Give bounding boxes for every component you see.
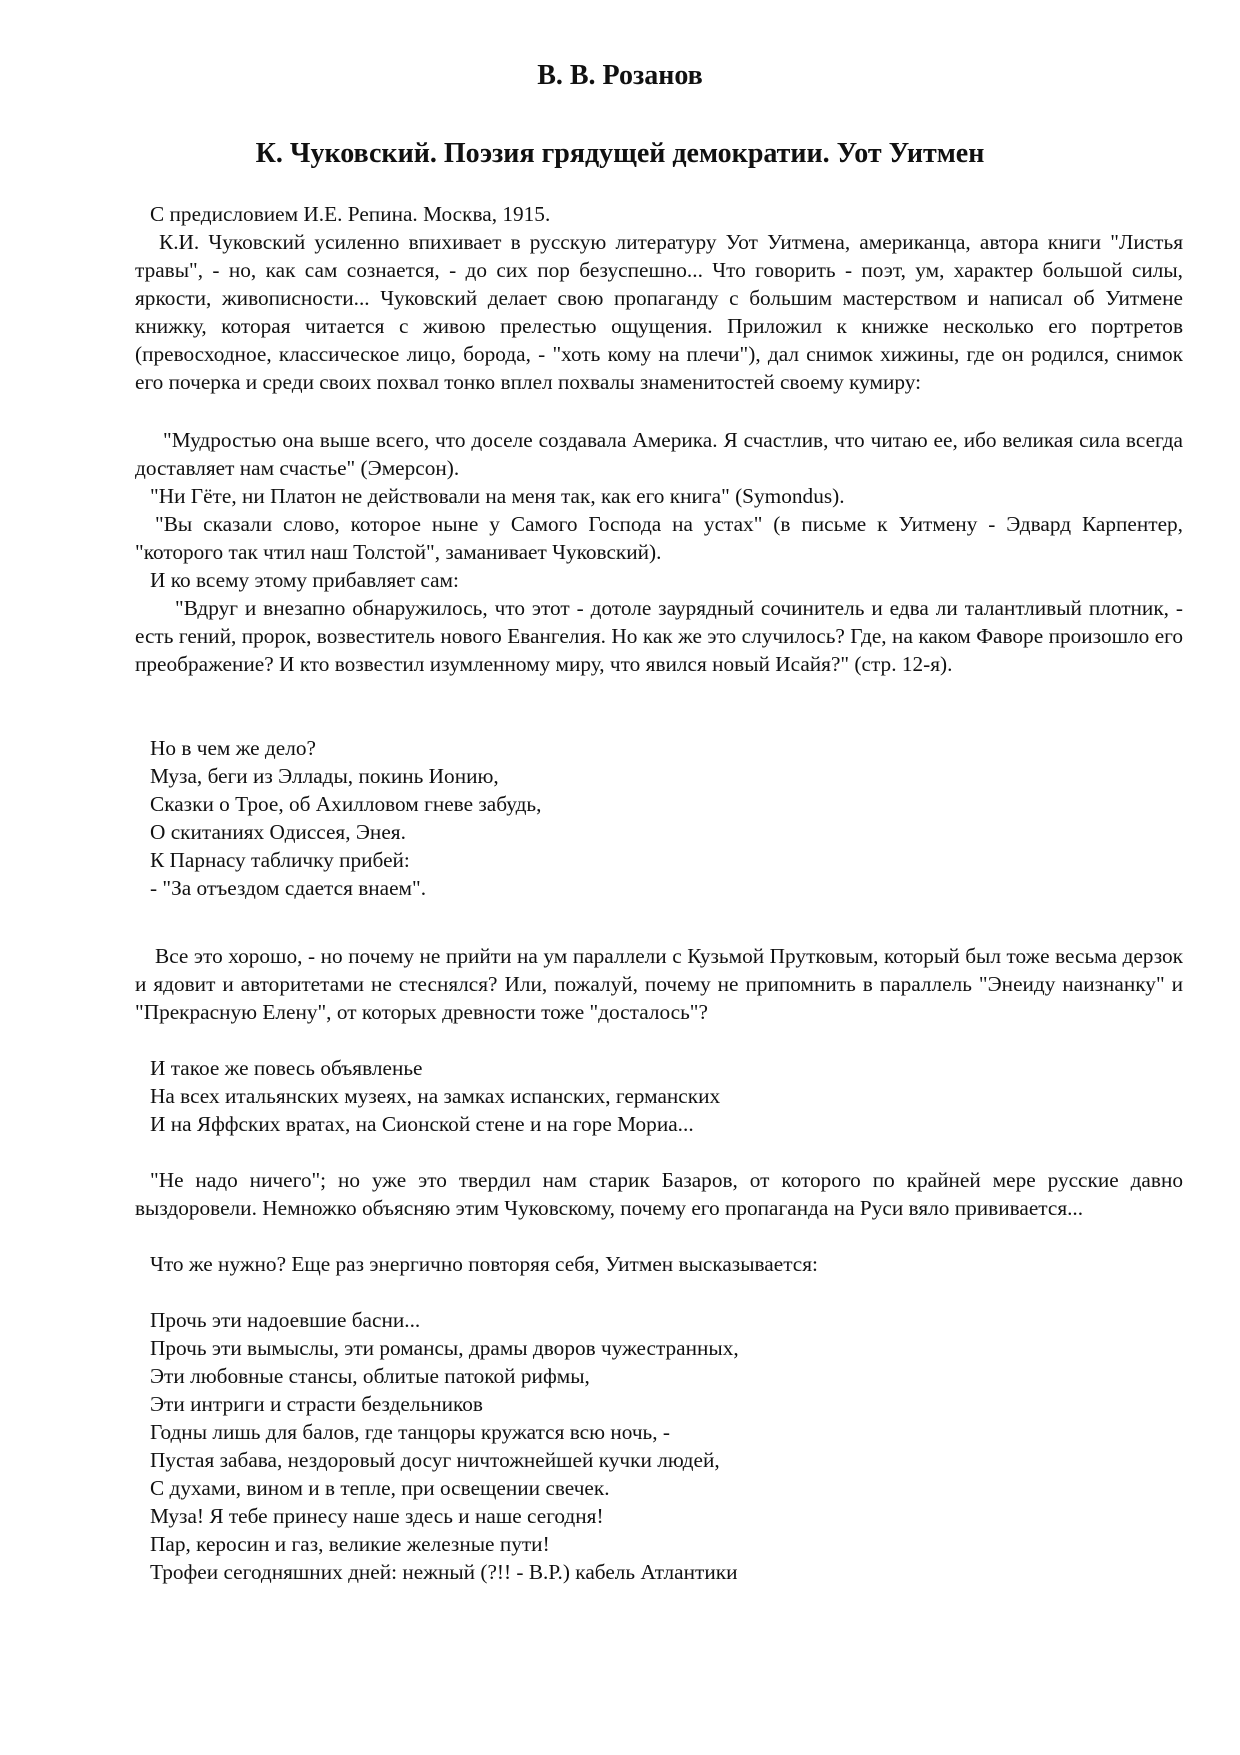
paragraph-9: Что же нужно? Еще раз энергично повторяя себя, Уитмен высказывается: <box>150 1252 818 1276</box>
author-heading: В. В. Розанов <box>537 60 703 91</box>
verse-line: Трофеи сегодняшних дней: нежный (?!! - В.Р.) кабель Атлантики <box>150 1560 738 1584</box>
verse-line: Прочь эти вымыслы, эти романсы, драмы дворов чужестранных, <box>150 1336 739 1360</box>
verse-line: С духами, вином и в тепле, при освещении свечек. <box>150 1476 610 1500</box>
paragraph-8: "Не надо ничего"; но уже это твердил нам старик Базаров, от которого по крайней мере русские давно выздоровели. Немножко объясняю этим Чуковскому, почему его пропаганда на Руси вяло прививается... <box>135 1168 1183 1220</box>
verse-line: На всех итальянских музеях, на замках испанских, германских <box>150 1084 721 1108</box>
verse-line: Эти интриги и страсти бездельников <box>150 1392 483 1416</box>
paragraph-6: "Вдруг и внезапно обнаружилось, что этот - дотоле заурядный сочинитель и едва ли талантливый плотник, - есть гений, пророк, возвеститель нового Евангелия. Но как же это случилось? Где, на каком Фаворе произошло его преображение? И кто возвестил изумленному миру, что явился новый Исайя?" (стр. 12-я). <box>135 596 1183 676</box>
article-title: К. Чуковский. Поэзия грядущей демократии. Уот Уитмен <box>255 138 985 169</box>
verse-line: Сказки о Трое, об Ахилловом гневе забудь, <box>150 792 542 816</box>
verse-block-2 <box>150 1054 1180 1138</box>
verse-line: Муза! Я тебе принесу наше здесь и наше сегодня! <box>150 1504 604 1528</box>
publication-info: С предисловием И.Е. Репина. Москва, 1915. <box>150 202 551 226</box>
paragraph-1: К.И. Чуковский усиленно впихивает в русскую литературу Уот Уитмена, американца, автора книги "Листья травы", - но, как сам сознается, - до сих пор безуспешно... Что говорить - поэт, ум, характер большой силы, яркости, живописности... Чуковский делает свою пропаганду с большим мастерством и написал об Уитмене книжку, которая читается с живою прелестью ощущения. Приложил к книжке несколько его портретов (превосходное, классическое лицо, борода, - "хоть кому на плечи"), дал снимок хижины, где он родился, снимок его почерка и среди своих похвал тонко вплел похвалы знаменитостей своему кумиру: <box>135 230 1183 394</box>
verse-line: - "За отъездом сдается внаем". <box>150 876 427 900</box>
verse-line: К Парнасу табличку прибей: <box>150 848 410 872</box>
paragraph-2: "Мудростью она выше всего, что доселе создавала Америка. Я счастлив, что читаю ее, ибо великая сила всегда доставляет нам счастье" (Эмерсон). <box>135 428 1183 480</box>
paragraph-3: "Ни Гёте, ни Платон не действовали на меня так, как его книга" (Symondus). <box>150 484 845 508</box>
verse-block-1 <box>150 734 1180 902</box>
verse-block-3 <box>150 1306 1180 1586</box>
paragraph-4: "Вы сказали слово, которое ныне у Самого Господа на устах" (в письме к Уитмену - Эдвард Карпентер, "которого так чтил наш Толстой", заманивает Чуковский). <box>135 512 1183 564</box>
verse-line: Эти любовные стансы, облитые патокой рифмы, <box>150 1364 590 1388</box>
verse-line: Пустая забава, нездоровый досуг ничтожнейшей кучки людей, <box>150 1448 720 1472</box>
verse-line: Прочь эти надоевшие басни... <box>150 1308 421 1332</box>
paragraph-5: И ко всему этому прибавляет сам: <box>150 568 459 592</box>
verse-line: И на Яффских вратах, на Сионской стене и на горе Мориа... <box>150 1112 694 1136</box>
verse-line: Годны лишь для балов, где танцоры кружатся всю ночь, - <box>150 1420 670 1444</box>
paragraph-7: Все это хорошо, - но почему не прийти на ум параллели с Кузьмой Прутковым, который был тоже весьма дерзок и ядовит и авторитетами не стеснялся? Или, пожалуй, почему не припомнить в параллель "Энеиду наизнанку" и "Прекрасную Елену", от которых древности тоже "досталось"? <box>135 944 1183 1024</box>
verse-line: Но в чем же дело? <box>150 736 316 760</box>
verse-line: Муза, беги из Эллады, покинь Ионию, <box>150 764 499 788</box>
verse-line: Пар, керосин и газ, великие железные пути! <box>150 1532 550 1556</box>
verse-line: И такое же повесь объявленье <box>150 1056 423 1080</box>
verse-line: О скитаниях Одиссея, Энея. <box>150 820 406 844</box>
